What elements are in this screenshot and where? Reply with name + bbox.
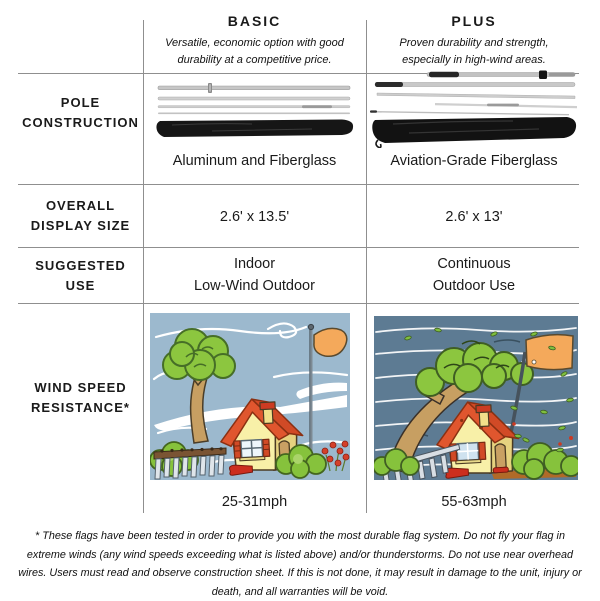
- table-horizontal-divider-size: [18, 247, 579, 248]
- plus-column-header: [366, 13, 582, 69]
- basic-display-size: 2.6' x 13.5': [143, 207, 366, 229]
- plus-wind-speed: 55-63mph: [366, 492, 582, 514]
- pole-label-line2: CONSTRUCTION: [18, 113, 143, 133]
- basic-use-line2: Low-Wind Outdoor: [143, 276, 366, 298]
- basic-pole-kit-image: [152, 82, 356, 140]
- disclaimer-footnote: * These flags have been tested in order to provide you with the most durable flag system. Do not fly your flag in extreme winds (any wind speeds exceeding what is listed above) and/or thunderstorms. Do not use near overhead wires. Users must read and observe construction sheet. If this is not done, it may result in damage to the unit, injury or death, and all warranties will be void.: [18, 527, 582, 601]
- use-label-line2: USE: [18, 276, 143, 296]
- plus-title: PLUS: [366, 13, 582, 29]
- wind-label-line2: RESISTANCE*: [18, 398, 143, 418]
- basic-tagline: [143, 35, 366, 69]
- basic-pole-caption: Aluminum and Fiberglass: [143, 153, 366, 169]
- basic-use-line1: Indoor: [143, 254, 366, 276]
- size-label-line1: OVERALL: [18, 196, 143, 216]
- plus-pole-kit-image: [369, 70, 579, 148]
- table-horizontal-divider-use: [18, 303, 579, 304]
- basic-column-header: [143, 13, 366, 69]
- basic-wind-speed: 25-31mph: [143, 492, 366, 514]
- plus-pole-caption: Aviation-Grade Fiberglass: [366, 153, 582, 169]
- basic-tagline-line1: Versatile, economic option with good: [143, 35, 366, 52]
- plus-use-line1: Continuous: [366, 254, 582, 276]
- basic-title: BASIC: [143, 13, 366, 29]
- pole-label-line1: POLE: [18, 93, 143, 113]
- size-label-line2: DISPLAY SIZE: [18, 216, 143, 236]
- table-horizontal-divider-pole: [18, 184, 579, 185]
- basic-suggested-use: [143, 254, 366, 298]
- plus-tagline: [366, 35, 582, 69]
- row-label-wind-speed: [18, 378, 143, 418]
- row-label-display-size: [18, 196, 143, 236]
- row-label-suggested-use: [18, 256, 143, 296]
- plus-suggested-use: [366, 254, 582, 298]
- high-wind-illustration: [374, 316, 578, 480]
- plus-use-line2: Outdoor Use: [366, 276, 582, 298]
- row-label-pole-construction: [18, 93, 143, 133]
- basic-tagline-line2: durability at a competitive price.: [143, 52, 366, 69]
- plus-tagline-line1: Proven durability and strength,: [366, 35, 582, 52]
- low-wind-illustration: [150, 313, 350, 480]
- plus-display-size: 2.6' x 13': [366, 207, 582, 229]
- use-label-line1: SUGGESTED: [18, 256, 143, 276]
- plus-tagline-line2: especially in high-wind areas.: [366, 52, 582, 69]
- wind-label-line1: WIND SPEED: [18, 378, 143, 398]
